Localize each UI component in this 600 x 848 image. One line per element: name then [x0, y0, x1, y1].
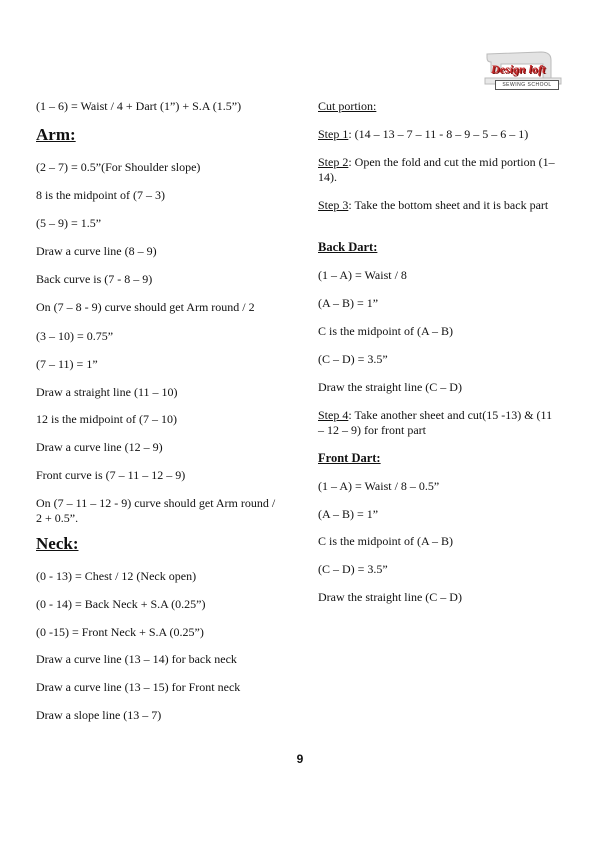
front-dart-line: (1 – A) = Waist / 8 – 0.5” [318, 479, 440, 493]
neck-line: (0 -15) = Front Neck + S.A (0.25”) [36, 625, 204, 639]
back-dart-line: Draw the straight line (C – D) [318, 380, 462, 394]
step-4 [318, 408, 558, 438]
step-text: : Open the fold and cut the mid portion (1–14). [318, 155, 555, 184]
neck-line: Draw a curve line (13 – 14) for back neck [36, 652, 237, 666]
front-dart-line: (C – D) = 3.5” [318, 562, 388, 576]
arm-line: Back curve is (7 - 8 – 9) [36, 272, 153, 286]
cut-portion-heading: Cut portion: [318, 99, 377, 113]
page-number: 9 [296, 752, 304, 766]
step-text: : (14 – 13 – 7 – 11 - 8 – 9 – 5 – 6 – 1) [348, 127, 529, 141]
front-dart-line: (A – B) = 1” [318, 507, 379, 521]
front-dart-line: Draw the straight line (C – D) [318, 590, 462, 604]
back-dart-line: C is the midpoint of (A – B) [318, 324, 453, 338]
arm-line: On (7 – 8 - 9) curve should get Arm round / 2 [36, 300, 255, 314]
arm-line: 12 is the midpoint of (7 – 10) [36, 412, 177, 426]
waist-formula: (1 – 6) = Waist / 4 + Dart (1”) + S.A (1.5”) [36, 99, 242, 113]
neck-line: Draw a slope line (13 – 7) [36, 708, 162, 722]
front-dart-line: C is the midpoint of (A – B) [318, 534, 453, 548]
arm-heading: Arm: [36, 125, 76, 144]
neck-line: (0 - 14) = Back Neck + S.A (0.25”) [36, 597, 206, 611]
logo-title: Design loft [491, 62, 546, 76]
back-dart-heading: Back Dart: [318, 240, 378, 254]
step-label: Step 3 [318, 198, 349, 212]
step-1 [318, 127, 528, 142]
front-dart-heading: Front Dart: [318, 451, 381, 465]
neck-line: (0 - 13) = Chest / 12 (Neck open) [36, 569, 197, 583]
step-text: : Take the bottom sheet and it is back part [348, 198, 549, 212]
step-text: : Take another sheet and cut(15 -13) & (11 – 12 – 9) for front part [318, 408, 553, 437]
arm-line: (5 – 9) = 1.5” [36, 216, 102, 230]
arm-line: Draw a straight line (11 – 10) [36, 385, 178, 399]
neck-heading: Neck: [36, 534, 79, 553]
step-label: Step 1 [318, 127, 349, 141]
arm-line: (3 – 10) = 0.75” [36, 329, 114, 343]
back-dart-line: (A – B) = 1” [318, 296, 379, 310]
step-label: Step 2 [318, 155, 349, 169]
step-label: Step 4 [318, 408, 349, 422]
step-3 [318, 198, 558, 213]
arm-line: Draw a curve line (12 – 9) [36, 440, 163, 454]
arm-line: Front curve is (7 – 11 – 12 – 9) [36, 468, 186, 482]
design-loft-logo [481, 48, 565, 94]
arm-line: Draw a curve line (8 – 9) [36, 244, 157, 258]
logo-subtitle: SEWING SCHOOL [495, 80, 559, 90]
neck-line: Draw a curve line (13 – 15) for Front neck [36, 680, 241, 694]
arm-line: On (7 – 11 – 12 - 9) curve should get Arm round / 2 + 0.5”. [36, 496, 276, 525]
step-2 [318, 155, 558, 185]
back-dart-line: (1 – A) = Waist / 8 [318, 268, 407, 282]
arm-line: (7 – 11) = 1” [36, 357, 98, 371]
arm-line: 8 is the midpoint of (7 – 3) [36, 188, 165, 202]
back-dart-line: (C – D) = 3.5” [318, 352, 388, 366]
arm-line: (2 – 7) = 0.5”(For Shoulder slope) [36, 160, 201, 174]
